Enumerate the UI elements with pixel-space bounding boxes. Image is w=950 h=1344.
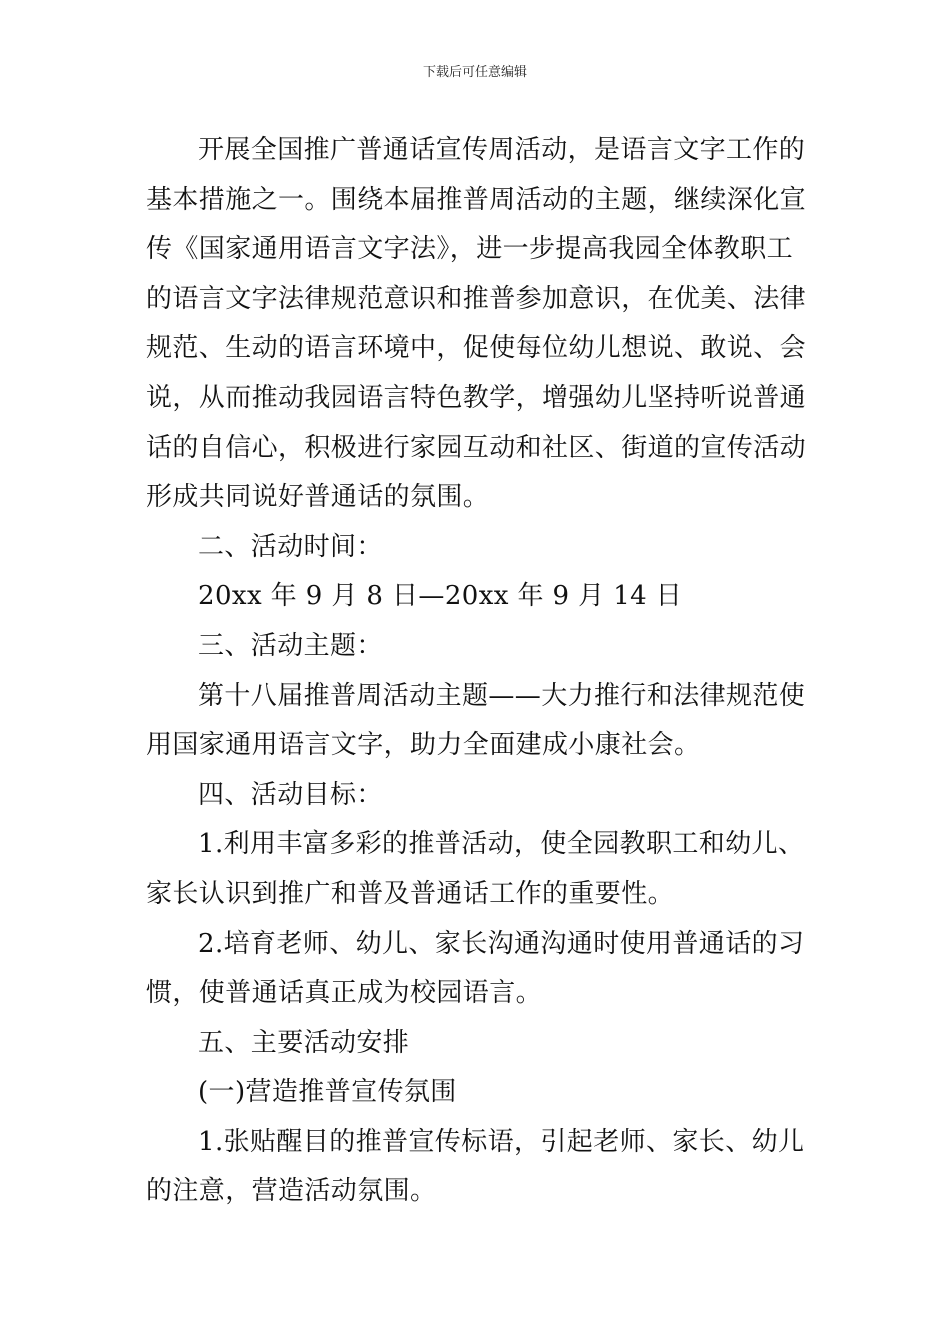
list-item-line: 1.利用丰富多彩的推普活动，使全园教职工和幼儿、 <box>198 829 805 860</box>
paragraph-line: 第十八届推普周活动主题——大力推行和法律规范使 <box>198 680 806 711</box>
section-heading-theme: 三、活动主题： <box>198 630 383 661</box>
paragraph-line: 形成共同说好普通话的氛围。 <box>146 482 490 513</box>
paragraph-line: 话的自信心，积极进行家园互动和社区、街道的宣传活动 <box>146 432 807 463</box>
activity-date-range: 20xx 年 9 月 8 日—20xx 年 9 月 14 日 <box>198 581 683 612</box>
paragraph-line: 传《国家通用语言文字法》，进一步提高我园全体教职工 <box>146 234 794 265</box>
paragraph-line: 的语言文字法律规范意识和推普参加意识，在优美、法律 <box>146 283 807 314</box>
list-item-line: 惯，使普通话真正成为校园语言。 <box>146 978 543 1009</box>
list-item-line: 的注意，营造活动氛围。 <box>146 1176 437 1207</box>
paragraph-line: 规范、生动的语言环境中，促使每位幼儿想说、敢说、会 <box>146 333 807 364</box>
list-item-line: 家长认识到推广和普及普通话工作的重要性。 <box>146 878 675 909</box>
list-item-line: 1.张贴醒目的推普宣传标语，引起老师、家长、幼儿 <box>198 1126 805 1157</box>
paragraph-line: 基本措施之一。围绕本届推普周活动的主题，继续深化宣 <box>146 184 807 215</box>
paragraph-line: 用国家通用语言文字，助力全面建成小康社会。 <box>146 730 701 761</box>
paragraph-line: 说，从而推动我园语言特色教学，增强幼儿坚持听说普通 <box>146 382 807 413</box>
list-item-line: 2.培育老师、幼儿、家长沟通沟通时使用普通话的习 <box>198 928 805 959</box>
subsection-heading: (一)营造推普宣传氛围 <box>198 1077 457 1108</box>
document-body <box>146 126 806 1217</box>
page-header-note: 下载后可任意编辑 <box>422 65 527 80</box>
section-heading-time: 二、活动时间： <box>198 531 383 562</box>
section-heading-goals: 四、活动目标： <box>198 779 383 810</box>
paragraph-line: 开展全国推广普通话宣传周活动，是语言文字工作的 <box>198 135 806 165</box>
section-heading-arrangements: 五、主要活动安排 <box>198 1027 410 1058</box>
